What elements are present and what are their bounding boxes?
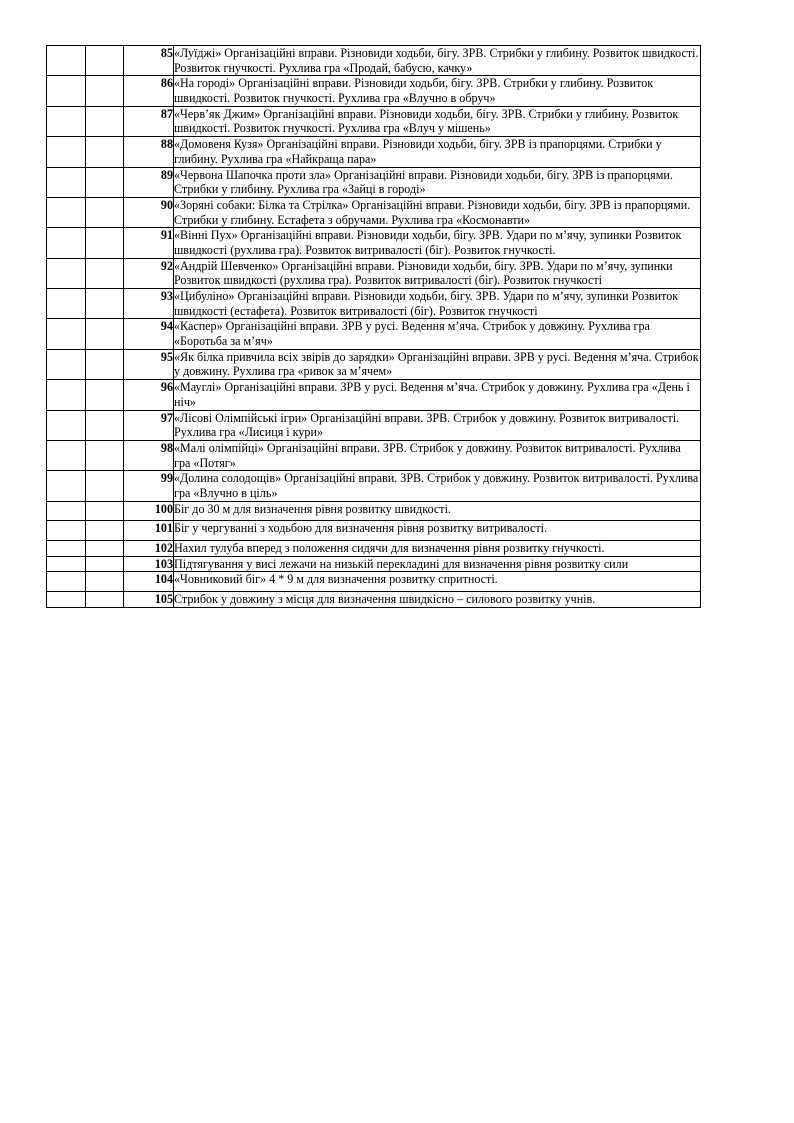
lesson-description-text: «Човниковий біг» 4 * 9 м для визначення розвитку спритності. xyxy=(174,572,498,587)
lesson-description-cell xyxy=(174,541,701,557)
row-marker-cell-2 xyxy=(86,556,124,572)
lesson-number-cell: 92 xyxy=(124,258,174,288)
table-row xyxy=(47,501,701,521)
lesson-description-cell xyxy=(174,572,701,592)
table-body xyxy=(47,46,701,608)
lesson-description-text: Стрибок у довжину з місця для визначення швидкісно – силового розвитку учнів. xyxy=(174,592,596,607)
row-marker-cell-1 xyxy=(47,258,86,288)
table-row xyxy=(47,76,701,106)
lesson-description-text: «Андрій Шевченко» Організаційні вправи. Різновиди ходьби, бігу. ЗРВ. Удари по м’ячу, зупинки Розвиток швидкості (рухлива гра). Розвиток витривалості (біг). Розвиток гнучкості xyxy=(174,258,673,288)
row-marker-cell-2 xyxy=(86,541,124,557)
lesson-description-text: Біг у чергуванні з ходьбою для визначення рівня розвитку витривалості. xyxy=(174,521,548,536)
lesson-description-text: «На городі» Організаційні вправи. Різновиди ходьби, бігу. ЗРВ. Стрибки у глибину. Розвиток швидкості. Розвиток гнучкості. Рухлива гра «Влучно в обруч» xyxy=(174,76,654,106)
lesson-number-cell: 85 xyxy=(124,46,174,76)
lesson-description-cell xyxy=(174,521,701,541)
table-row xyxy=(47,541,701,557)
lesson-number-cell: 97 xyxy=(124,410,174,440)
table-row xyxy=(47,521,701,541)
lesson-description-cell xyxy=(174,556,701,572)
row-marker-cell-2 xyxy=(86,471,124,501)
row-marker-cell-1 xyxy=(47,541,86,557)
row-marker-cell-1 xyxy=(47,137,86,167)
lesson-description-cell xyxy=(174,46,701,76)
table-row xyxy=(47,380,701,410)
row-marker-cell-1 xyxy=(47,167,86,197)
lesson-number-cell: 90 xyxy=(124,197,174,227)
table-row xyxy=(47,137,701,167)
lesson-number-cell: 96 xyxy=(124,380,174,410)
lesson-number-cell: 91 xyxy=(124,228,174,258)
row-marker-cell-1 xyxy=(47,380,86,410)
table-row xyxy=(47,289,701,319)
row-marker-cell-1 xyxy=(47,228,86,258)
lesson-number-cell: 105 xyxy=(124,592,174,608)
row-marker-cell-2 xyxy=(86,289,124,319)
lesson-description-cell xyxy=(174,137,701,167)
row-marker-cell-1 xyxy=(47,46,86,76)
lesson-plan-table xyxy=(46,45,701,608)
table-row xyxy=(47,349,701,379)
table-row xyxy=(47,167,701,197)
lesson-description-text: Біг до 30 м для визначення рівня розвитку швидкості. xyxy=(174,501,451,516)
lesson-number-cell: 86 xyxy=(124,76,174,106)
row-marker-cell-2 xyxy=(86,410,124,440)
lesson-description-cell xyxy=(174,106,701,136)
lesson-description-cell xyxy=(174,380,701,410)
lesson-number-cell: 93 xyxy=(124,289,174,319)
lesson-description-text: «Малі олімпійці» Організаційні вправи. ЗРВ. Стрибок у довжину. Розвиток витривалості. Рухлива гра «Потяг» xyxy=(174,440,681,470)
row-marker-cell-2 xyxy=(86,572,124,592)
lesson-number-cell: 98 xyxy=(124,440,174,470)
lesson-number-cell: 99 xyxy=(124,471,174,501)
table-row xyxy=(47,592,701,608)
lesson-description-text: «Лісові Олімпійські ігри» Організаційні вправи. ЗРВ. Стрибок у довжину. Розвиток витривалості. Рухлива гра «Лисиця і кури» xyxy=(174,410,680,440)
lesson-number-cell: 102 xyxy=(124,541,174,557)
row-marker-cell-2 xyxy=(86,521,124,541)
lesson-description-text: «Зоряні собаки: Білка та Стрілка» Організаційні вправи. Різновиди ходьби, бігу. ЗРВ із прапорцями. Стрибки у глибину. Естафета з обручами. Рухлива гра «Космонавти» xyxy=(174,197,691,227)
row-marker-cell-2 xyxy=(86,167,124,197)
table-row xyxy=(47,556,701,572)
table-row xyxy=(47,228,701,258)
lesson-description-text: Підтягування у висі лежачи на низькій перекладині для визначення рівня розвитку сили xyxy=(174,556,629,571)
row-marker-cell-2 xyxy=(86,258,124,288)
lesson-number-cell: 100 xyxy=(124,501,174,521)
row-marker-cell-2 xyxy=(86,440,124,470)
lesson-description-text: «Вінні Пух» Організаційні вправи. Різновиди ходьби, бігу. ЗРВ. Удари по м’ячу, зупинки Розвиток швидкості (рухлива гра). Розвиток витривалості (біг). Розвиток гнучкості. xyxy=(174,228,682,257)
lesson-description-text: «Каспер» Організаційні вправи. ЗРВ у русі. Ведення м’яча. Стрибок у довжину. Рухлива гра «Боротьба за м’яч» xyxy=(174,319,650,349)
table-row xyxy=(47,258,701,288)
table-row xyxy=(47,440,701,470)
lesson-description-text: «Мауглі» Організаційні вправи. ЗРВ у русі. Ведення м’яча. Стрибок у довжину. Рухлива гра «День і ніч» xyxy=(174,380,690,409)
lesson-description-cell xyxy=(174,319,701,349)
table-row xyxy=(47,46,701,76)
lesson-description-cell xyxy=(174,440,701,470)
table-row xyxy=(47,106,701,136)
lesson-number-cell: 87 xyxy=(124,106,174,136)
lesson-description-cell xyxy=(174,410,701,440)
row-marker-cell-1 xyxy=(47,572,86,592)
lesson-description-cell xyxy=(174,167,701,197)
row-marker-cell-1 xyxy=(47,521,86,541)
lesson-description-cell xyxy=(174,258,701,288)
lesson-description-cell xyxy=(174,228,701,258)
lesson-number-cell: 94 xyxy=(124,319,174,349)
lesson-description-cell xyxy=(174,76,701,106)
lesson-description-cell xyxy=(174,197,701,227)
row-marker-cell-1 xyxy=(47,197,86,227)
row-marker-cell-1 xyxy=(47,592,86,608)
row-marker-cell-1 xyxy=(47,349,86,379)
row-marker-cell-2 xyxy=(86,592,124,608)
lesson-description-cell xyxy=(174,471,701,501)
row-marker-cell-1 xyxy=(47,410,86,440)
row-marker-cell-1 xyxy=(47,289,86,319)
lesson-number-cell: 89 xyxy=(124,167,174,197)
row-marker-cell-2 xyxy=(86,228,124,258)
row-marker-cell-1 xyxy=(47,76,86,106)
table-row xyxy=(47,197,701,227)
row-marker-cell-2 xyxy=(86,501,124,521)
row-marker-cell-1 xyxy=(47,501,86,521)
row-marker-cell-2 xyxy=(86,319,124,349)
table-row xyxy=(47,572,701,592)
row-marker-cell-1 xyxy=(47,471,86,501)
lesson-description-cell xyxy=(174,349,701,379)
row-marker-cell-2 xyxy=(86,76,124,106)
lesson-description-cell xyxy=(174,289,701,319)
row-marker-cell-2 xyxy=(86,46,124,76)
lesson-number-cell: 101 xyxy=(124,521,174,541)
row-marker-cell-2 xyxy=(86,380,124,410)
lesson-description-text: Нахил тулуба вперед з положення сидячи для визначення рівня розвитку гнучкості. xyxy=(174,541,605,555)
lesson-number-cell: 104 xyxy=(124,572,174,592)
lesson-number-cell: 95 xyxy=(124,349,174,379)
lesson-description-cell xyxy=(174,592,701,608)
row-marker-cell-1 xyxy=(47,106,86,136)
lesson-description-text: «Цибуліно» Організаційні вправи. Різновиди ходьби, бігу. ЗРВ. Удари по м’ячу, зупинки Розвиток швидкості (естафета). Розвиток витривалості (біг). Розвиток гнучкості xyxy=(174,289,679,318)
lesson-description-text: «Долина солодощів» Організаційні вправи. ЗРВ. Стрибок у довжину. Розвиток витривалості. Рухлива гра «Влучно в ціль» xyxy=(174,471,699,500)
table-row xyxy=(47,471,701,501)
row-marker-cell-2 xyxy=(86,349,124,379)
row-marker-cell-1 xyxy=(47,319,86,349)
row-marker-cell-2 xyxy=(86,106,124,136)
row-marker-cell-2 xyxy=(86,197,124,227)
table-row xyxy=(47,410,701,440)
lesson-number-cell: 88 xyxy=(124,137,174,167)
row-marker-cell-1 xyxy=(47,556,86,572)
lesson-description-text: «Як білка привчила всіх звірів до зарядки» Організаційні вправи. ЗРВ у русі. Ведення м’яча. Стрибок у довжину. Рухлива гра «ривок за м’ячем» xyxy=(174,349,699,379)
lesson-number-cell: 103 xyxy=(124,556,174,572)
lesson-description-text: «Домовеня Кузя» Організаційні вправи. Різновиди ходьби, бігу. ЗРВ із прапорцями. Стрибки у глибину. Рухлива гра «Найкраща пара» xyxy=(174,137,662,166)
lesson-description-cell xyxy=(174,501,701,521)
lesson-description-text: «Черв’як Джим» Організаційні вправи. Різновиди ходьби, бігу. ЗРВ. Стрибки у глибину. Розвиток швидкості. Розвиток гнучкості. Рухлива гра «Влуч у мішень» xyxy=(174,106,679,136)
lesson-description-text: «Червона Шапочка проти зла» Організаційні вправи. Різновиди ходьби, бігу. ЗРВ із прапорцями. Стрибки у глибину. Рухлива гра «Зайці в городі» xyxy=(174,167,673,197)
table-row xyxy=(47,319,701,349)
row-marker-cell-2 xyxy=(86,137,124,167)
lesson-description-text: «Луїджі» Організаційні вправи. Різновиди ходьби, бігу. ЗРВ. Стрибки у глибину. Розвиток швидкості. Розвиток гнучкості. Рухлива гра «Продай, бабусю, качку» xyxy=(174,46,699,75)
row-marker-cell-1 xyxy=(47,440,86,470)
